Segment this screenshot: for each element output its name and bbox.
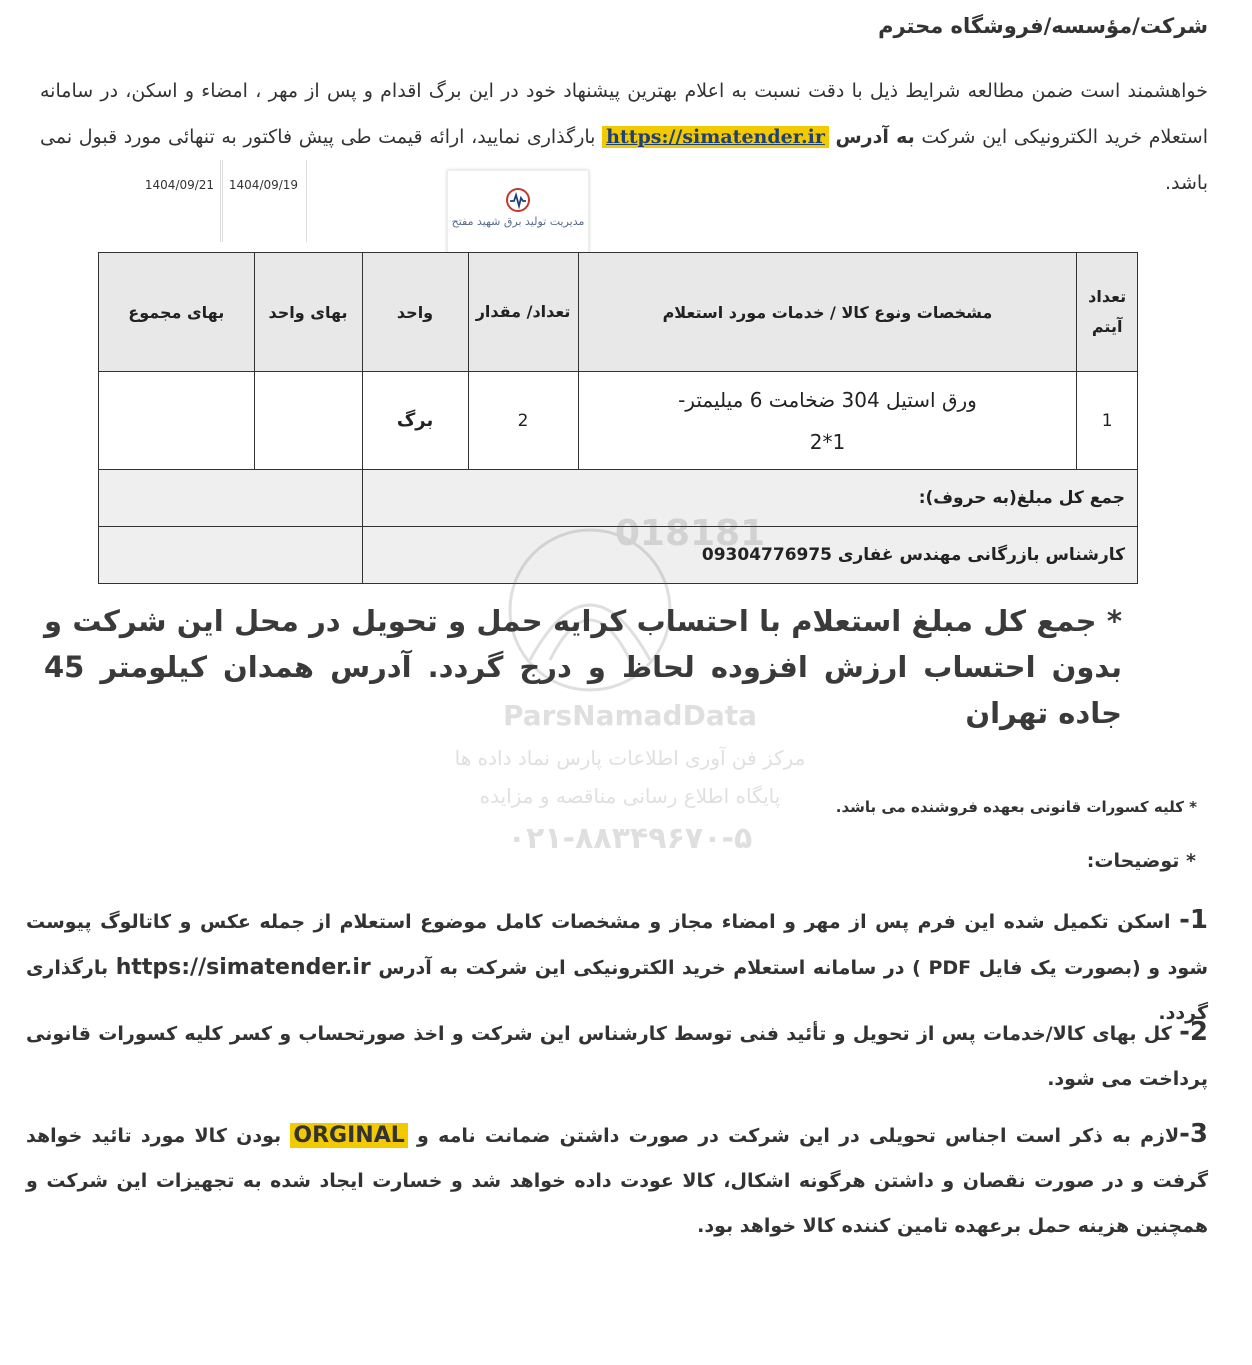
delivery-notice: * جمع کل مبلغ استعلام با احتساب کرایه حمل و تحویل در محل این شرکت و بدون احتساب ارزش افزوده لحاظ و درج گردد. آدرس همدان کیلومتر 45 جاده تهران	[44, 604, 1122, 730]
simatender-link[interactable]: https://simatender.ir	[602, 126, 829, 148]
note-1-text-before: اسکن تکمیل شده این فرم پس از مهر و امضاء مجاز و مشخصات کامل موضوع استعلام از جمله عکس و کاتالوگ پیوست شود و (بصورت یک فایل PDF ) در سامانه استعلام خرید الکترونیکی این شرکت به آدرس	[26, 911, 1208, 979]
notes-heading: * توضیحات:	[1086, 850, 1196, 872]
expert-label: کارشناس بازرگانی مهندس غفاری 09304776975	[362, 527, 1137, 584]
items-table	[98, 252, 1138, 584]
description-line2: 1*2	[809, 429, 846, 454]
cell-unit-price[interactable]	[254, 372, 362, 470]
sum-row	[99, 470, 1138, 527]
date-box-1	[220, 160, 307, 242]
header-unit-price: بهای واحد	[254, 253, 362, 372]
page-title: شرکت/مؤسسه/فروشگاه محترم	[878, 14, 1208, 38]
note-2-text: کل بهای کالا/خدمات پس از تحویل و تأئید فنی توسط کارشناس این شرکت و اخذ صورتحساب و کسر کلیه کسورات قانونی پرداخت می شود.	[26, 1023, 1208, 1090]
note-3	[26, 1112, 1208, 1249]
header-unit: واحد	[362, 253, 468, 372]
note-3-text-before: لازم به ذکر است اجناس تحویلی در این شرکت در صورت داشتن ضمانت نامه و	[407, 1125, 1180, 1147]
cell-total-price[interactable]	[99, 372, 255, 470]
company-stamp	[447, 170, 589, 257]
date-box-2	[137, 160, 223, 242]
cell-description	[578, 372, 1077, 470]
watermark-line1: مرکز فن آوری اطلاعات پارس نماد داده ها	[454, 746, 806, 770]
note-1-text-after: بارگذاری گردد.	[26, 957, 1208, 1024]
header-quantity: تعداد/ مقدار	[468, 253, 578, 372]
date-2: 1404/09/21	[144, 178, 215, 192]
sum-value-cell[interactable]	[99, 470, 363, 527]
header-description: مشخصات ونوع کالا / خدمات مورد استعلام	[578, 253, 1077, 372]
watermark-brand: ParsNamadData	[503, 699, 757, 732]
note-2-number: 2-	[1179, 1017, 1208, 1047]
cell-quantity: 2	[468, 372, 578, 470]
address-label: به آدرس	[835, 126, 915, 148]
note-3-number: 3-	[1179, 1119, 1208, 1149]
intro-text-part2: بارگذاری نمایید، ارائه قیمت طی پیش فاکتور به تنهائی مورد قبول نمی باشد.	[40, 126, 1208, 194]
table-header-row	[99, 253, 1138, 372]
watermark-phone: ۰۲۱-۸۸۳۴۹۶۷۰-۵	[507, 821, 753, 856]
table-row	[99, 372, 1138, 470]
description-line1: ورق استیل 304 ضخامت 6 میلیمتر-	[678, 387, 977, 412]
note-3-text-after: بودن کالا مورد تائید خواهد گرفت و در صورت نقصان و داشتن هرگونه اشکال، کالا عودت داده خواهد شد و خسارت ایجاد شده به تجهیزات این شرکت و همچنین هزینه حمل برعهده تامین کننده کالا خواهد بود.	[26, 1125, 1208, 1237]
cell-unit: برگ	[362, 372, 468, 470]
stamp-text: مدیریت تولید برق شهید مفتح	[451, 215, 585, 228]
header-item: تعداد آیتم	[1077, 253, 1138, 372]
deductions-note: * کلیه کسورات قانونی بعهده فروشنده می باشد.	[835, 798, 1197, 816]
expert-row	[99, 527, 1138, 584]
power-logo-icon	[505, 187, 531, 213]
sum-label: جمع کل مبلغ(به حروف):	[362, 470, 1137, 527]
intro-text-part1: خواهشمند است ضمن مطالعه شرایط ذیل با دقت نسبت به اعلام بهترین پیشنهاد خود در این برگ اقدام و پس از مهر ، امضاء و اسکن، در سامانه استعلام خرید الکترونیکی این شرکت	[40, 80, 1208, 148]
original-highlight: ORGINAL	[290, 1123, 407, 1148]
cell-item: 1	[1077, 372, 1138, 470]
note-1-number: 1-	[1179, 905, 1208, 935]
note-1-url[interactable]: https://simatender.ir	[115, 955, 371, 980]
expert-value-cell	[99, 527, 363, 584]
header-total-price: بهای مجموع	[99, 253, 255, 372]
watermark-line2: پایگاه اطلاع رسانی مناقصه و مزایده	[479, 784, 781, 808]
note-2	[26, 1010, 1208, 1102]
date-1: 1404/09/19	[228, 178, 299, 192]
